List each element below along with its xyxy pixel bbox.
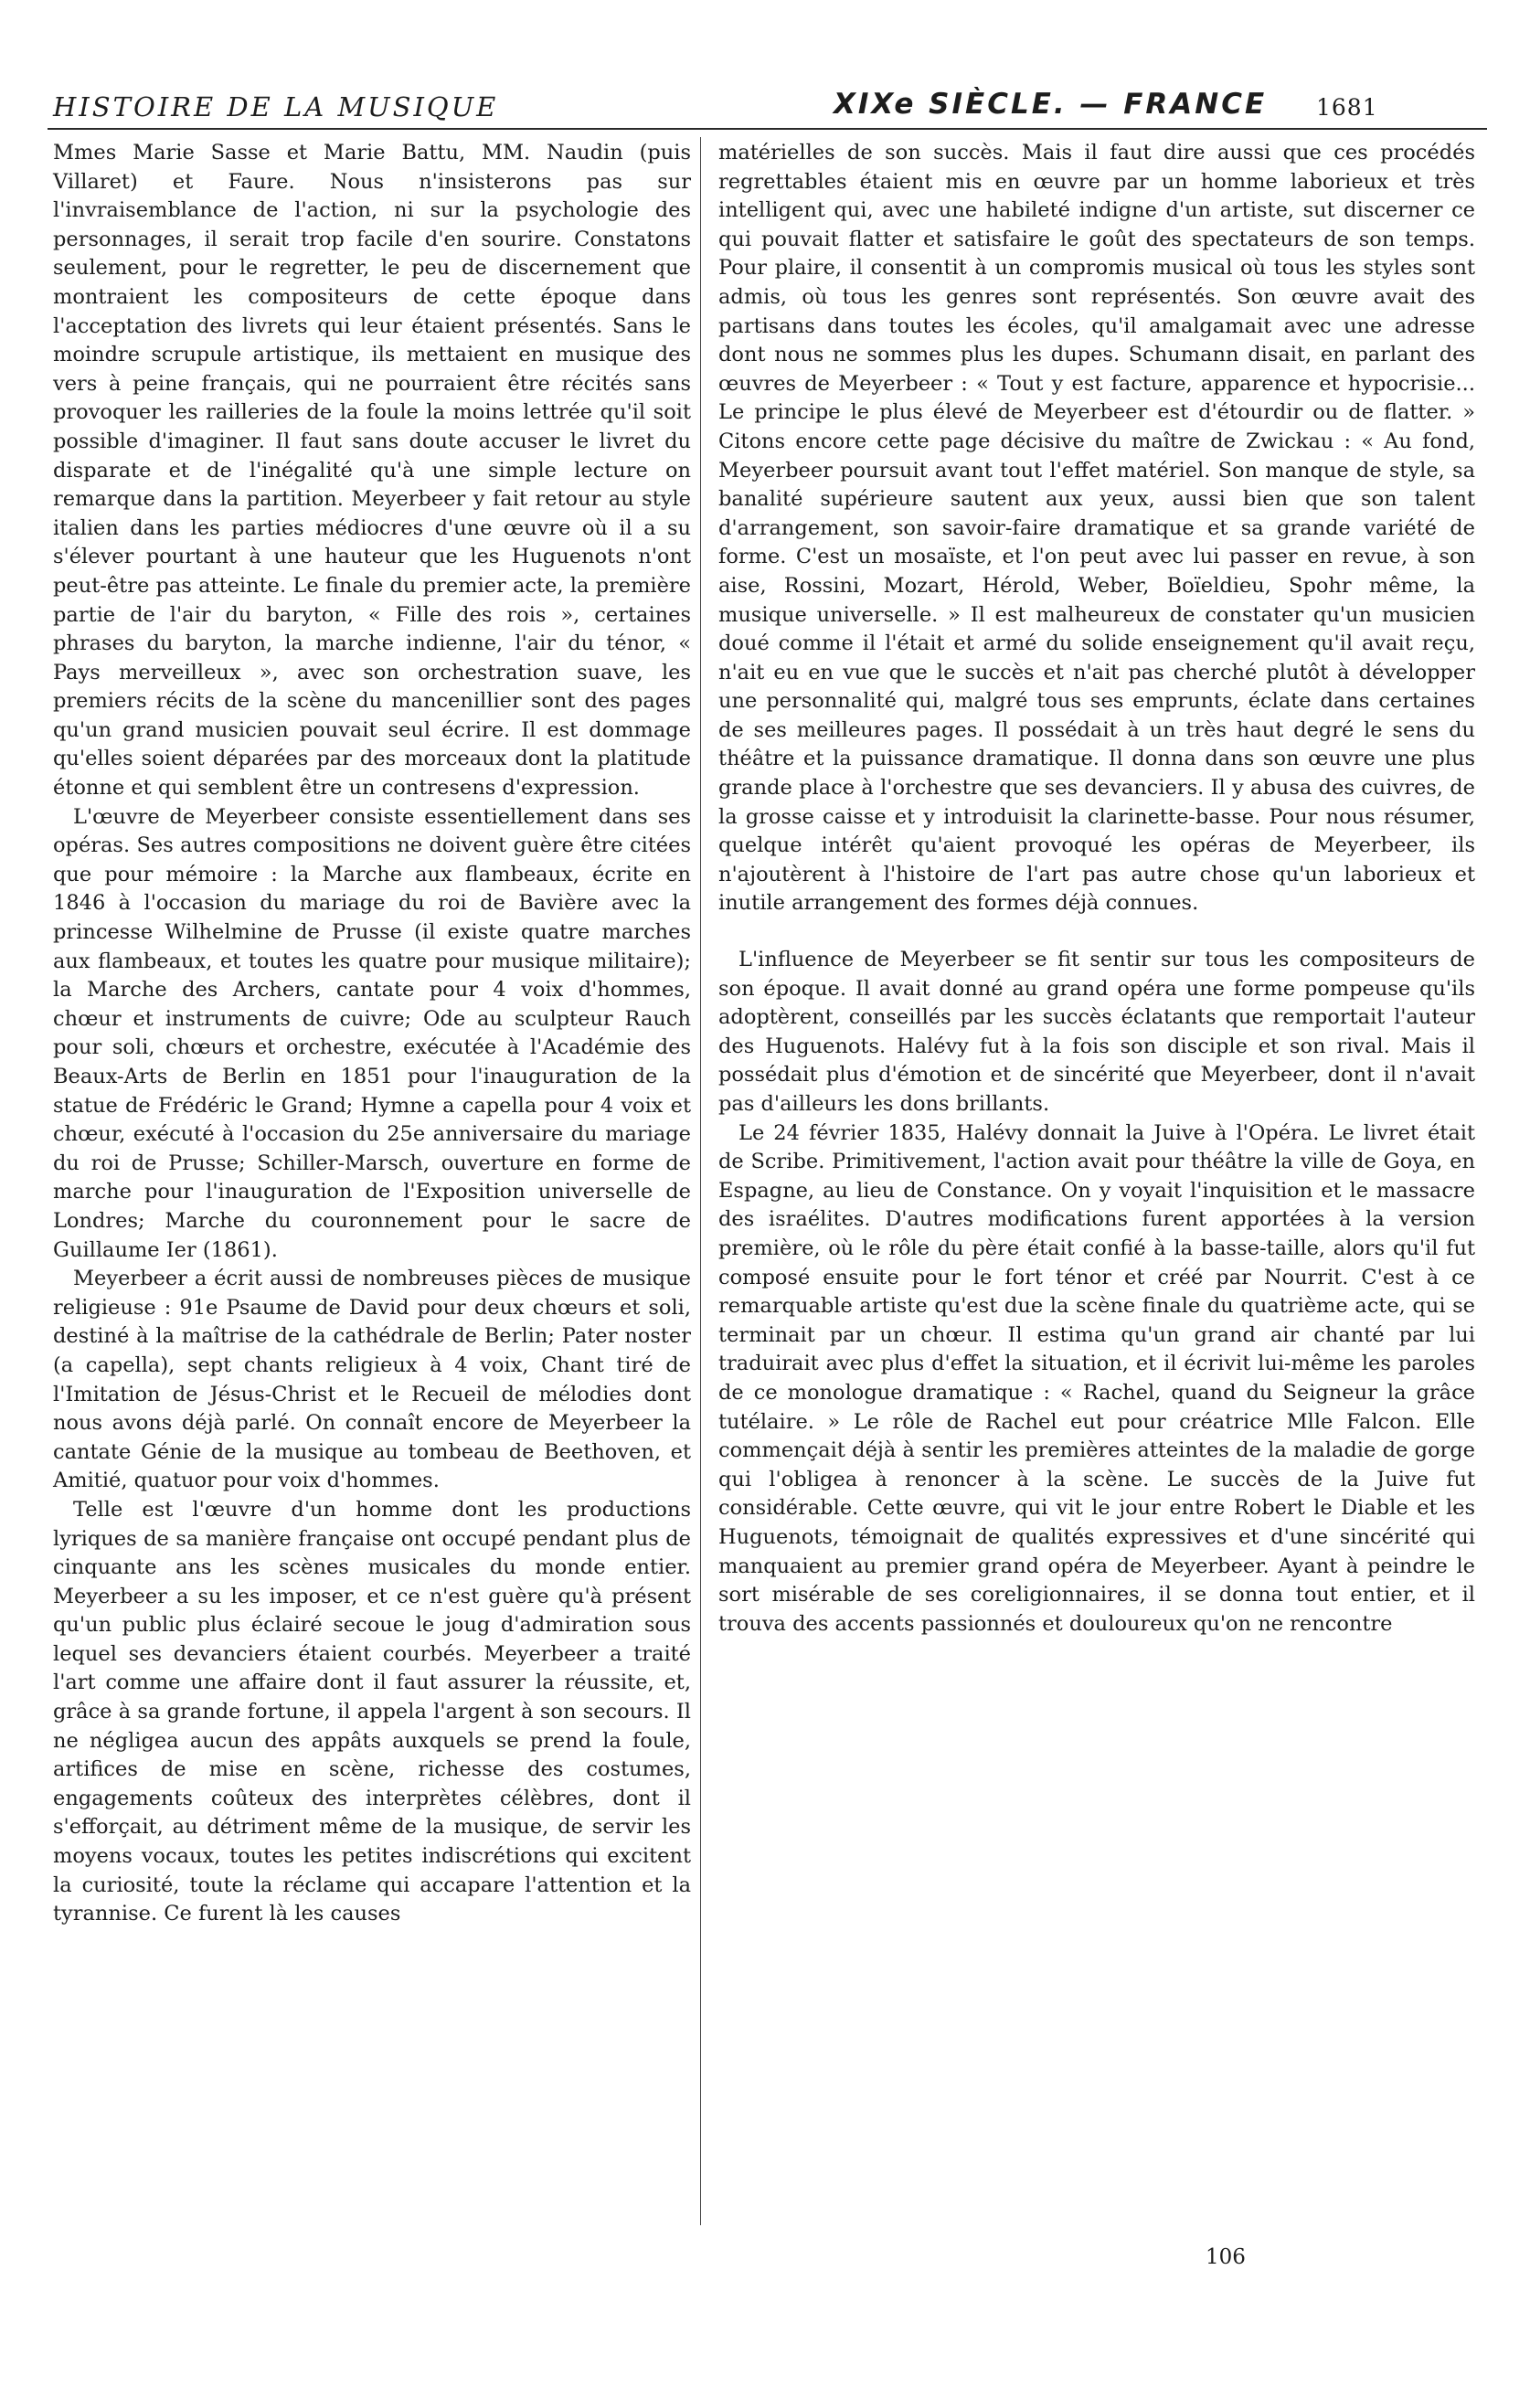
paragraph: matérielles de son succès. Mais il faut dire aussi que ces procédés regrettables étaient mis en œuvre par un homme laborieux et très intelligent qui, avec une habileté indigne d'un artiste, sut discerner ce qui pouvait flatter et satisfaire le goût des spectateurs de son temps. Pour plaire, il consentit à un compromis musical où tous les styles sont admis, où tous les genres sont représentés. Son œuvre avait des partisans dans toutes les écoles, qu'il amalgamait avec une adresse dont nous ne sommes plus les dupes. Schumann disait, en parlant des œuvres de Meyerbeer : « Tout y est facture, apparence et hypocrisie... Le principe le plus élevé de Meyerbeer est d'étourdir ou de flatter. » Citons encore cette page décisive du maître de Zwickau : « Au fond, Meyerbeer poursuit avant tout l'effet matériel. Son manque de style, sa banalité supérieure sautent aux yeux, aussi bien que son talent d'arrangement, son savoir-faire dramatique et sa grande variété de forme. C'est un mosaïste, et l'on peut avec lui passer en revue, à son aise, Rossini, Mozart, Hérold, Weber, Boïeldieu, Spohr même, la musique universelle. » Il est malheureux de constater qu'un musicien doué comme il l'était et armé du solide enseignement qu'il avait reçu, n'ait eu en vue que le succès et n'ait pas cherché plutôt à développer une personnalité qui, malgré tous ses emprunts, éclate dans certaines de ses meilleures pages. Il possédait à un très haut degré le sens du théâtre et la puissance dramatique. Il donna dans son œuvre une plus grande place à l'orchestre que ses devanciers. Il y abusa des cuivres, de la grosse caisse et y introduisit la clarinette-basse. Pour nous résumer, quelque intérêt qu'aient provoqué les opéras de Meyerbeer, ils n'ajoutèrent à l'histoire de l'art pas autre chose qu'un laborieux et inutile arrangement des formes déjà connues.: [718, 141, 1475, 916]
paragraph: L'œuvre de Meyerbeer consiste essentiellement dans ses opéras. Ses autres compositions ne doivent guère être citées que pour mémoire : la Marche aux flambeaux, écrite en 1846 à l'occasion du mariage du roi de Bavière avec la princesse Wilhelmine de Prusse (il existe quatre marches aux flambeaux, et toutes les quatre pour musique militaire); la Marche des Archers, cantate pour 4 voix d'hommes, chœur et instruments de cuivre; Ode au sculpteur Rauch pour soli, chœurs et orchestre, exécutée à l'Académie des Beaux-Arts de Berlin en 1851 pour l'inauguration de la statue de Frédéric le Grand; Hymne a capella pour 4 voix et chœur, exécuté à l'occasion du 25e anniversaire du mariage du roi de Prusse; Schiller-Marsch, ouverture en forme de marche pour l'inauguration de l'Exposition universelle de Londres; Marche du couronnement pour le sacre de Guillaume Ier (1861).: [53, 804, 691, 1262]
paragraph: Le 24 février 1835, Halévy donnait la Juive à l'Opéra. Le livret était de Scribe. Primitivement, l'action avait pour théâtre la ville de Goya, en Espagne, au lieu de Constance. On y voyait l'inquisition et le massacre des israélites. D'autres modifications furent apportées à la version première, où le rôle du père était confié à la basse-taille, alors qu'il fut composé ensuite pour le fort ténor et créé par Nourrit. C'est à ce remarquable artiste qu'est due la scène finale du quatrième acte, qui se terminait par un chœur. Il estima qu'un grand air chanté par lui traduirait avec plus d'effet la situation, et il écrivit lui-même les paroles de ce monologue dramatique : « Rachel, quand du Seigneur la grâce tutélaire. » Le rôle de Rachel eut pour créatrice Mlle Falcon. Elle commençait déjà à sentir les premières atteintes de la maladie de gorge qui l'obligea à renoncer à la scène. Le succès de la Juive fut considérable. Cette œuvre, qui vit le jour entre Robert le Diable et les Huguenots, témoignait de qualités expressives et d'une sincérité qui manquaient au premier grand opéra de Meyerbeer. Ayant à peindre le sort misérable de ses coreligionnaires, il se donna tout entier, et il trouva des accents passionnés et douloureux qu'on ne rencontre: [718, 1120, 1475, 1636]
page-number: 1681: [1316, 94, 1378, 121]
right-column: [718, 139, 1475, 1639]
running-title-right: XIXe SIÈCLE. — FRANCE: [834, 88, 1268, 121]
running-header: [0, 0, 1530, 137]
column-divider: [700, 137, 701, 2225]
paragraph: L'influence de Meyerbeer se fit sentir sur tous les compositeurs de son époque. Il avait donné au grand opéra une forme pompeuse qu'ils adoptèrent, conseillés par les succès éclatants que remportait l'auteur des Huguenots. Halévy fut à la fois son disciple et son rival. Mais il possédait plus d'émotion et de sincérité que Meyerbeer, dont il n'avait pas d'ailleurs les dons brillants.: [718, 948, 1475, 1116]
paragraph: Meyerbeer a écrit aussi de nombreuses pièces de musique religieuse : 91e Psaume de David pour deux chœurs et soli, destiné à la maîtrise de la cathédrale de Berlin; Pater noster (a capella), sept chants religieux à 4 voix, Chant tiré de l'Imitation de Jésus-Christ et le Recueil de mélodies dont nous avons déjà parlé. On connaît encore de Meyerbeer la cantate Génie de la musique au tombeau de Beethoven, et Amitié, quatuor pour voix d'hommes.: [53, 1267, 691, 1493]
header-rule: [48, 128, 1487, 130]
running-title-left: HISTOIRE DE LA MUSIQUE: [53, 91, 499, 122]
paragraph: Telle est l'œuvre d'un homme dont les productions lyriques de sa manière française ont occupé pendant plus de cinquante ans les scènes musicales du monde entier. Meyerbeer a su les imposer, et ce n'est guère qu'à présent qu'un public plus éclairé secoue le joug d'admiration sous lequel ses devanciers étaient courbés. Meyerbeer a traité l'art comme une affaire dont il faut assurer la réussite, et, grâce à sa grande fortune, il appela l'argent à son secours. Il ne négligea aucun des appâts auxquels se prend la foule, artifices de mise en scène, richesse des costumes, engagements coûteux des interprètes célèbres, dont il s'efforçait, au détriment même de la musique, de servir les moyens vocaux, toutes les petites indiscrétions qui excitent la curiosité, toute la réclame qui accapare l'attention et la tyrannise. Ce furent là les causes: [53, 1497, 691, 1926]
folio-number: 106: [1206, 2245, 1246, 2269]
paragraph: Mmes Marie Sasse et Marie Battu, MM. Naudin (puis Villaret) et Faure. Nous n'insisterons pas sur l'invraisemblance de l'action, ni sur la psychologie des personnages, il serait trop facile d'en sourire. Constatons seulement, pour le regretter, le peu de discernement que montraient les compositeurs de cette époque dans l'acceptation des livrets qui leur étaient présentés. Sans le moindre scrupule artistique, ils mettaient en musique des vers à peine français, qui ne pourraient être récités sans provoquer les railleries de la foule la moins lettrée qu'il soit possible d'imaginer. Il faut sans doute accuser le livret du disparate et de l'inégalité qu'à une simple lecture on remarque dans la partition. Meyerbeer y fait retour au style italien dans les parties médiocres d'une œuvre où il a su s'élever pourtant à une hauteur que les Huguenots n'ont peut-être pas atteinte. Le finale du premier acte, la première partie de l'air du baryton, « Fille des rois », certaines phrases du baryton, la marche indienne, l'air du ténor, « Pays merveilleux », avec son orchestration suave, les premiers récits de la scène du mancenillier sont des pages qu'un grand musicien pouvait seul écrire. Il est dommage qu'elles soient déparées par des morceaux dont la platitude étonne et qui semblent être un contresens d'expression.: [53, 141, 691, 801]
left-column: [53, 139, 691, 1929]
